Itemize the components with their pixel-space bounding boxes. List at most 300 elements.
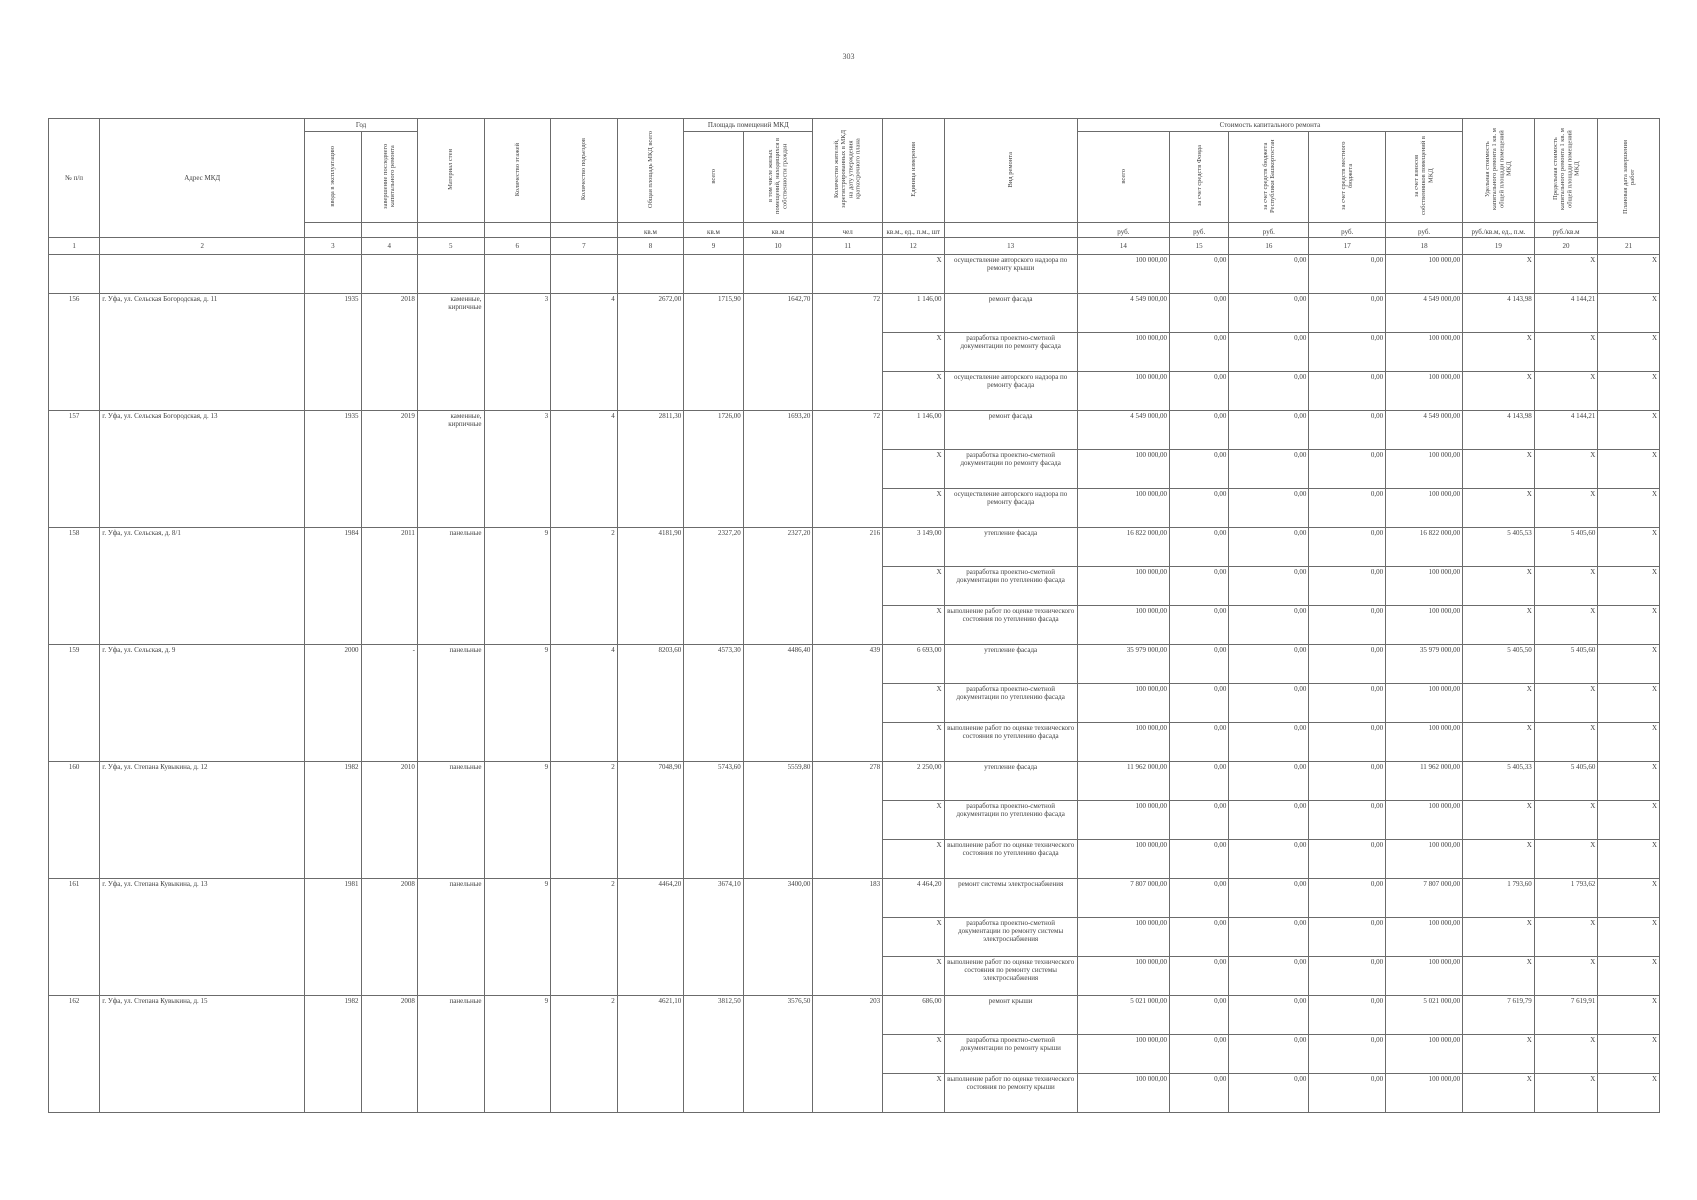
cell-unit: 6 693,00 <box>883 645 944 684</box>
cell-cost-fund: 0,00 <box>1169 606 1228 645</box>
cell-floors: 9 <box>484 762 551 879</box>
table-row-house <box>49 762 1660 801</box>
cell-cost-republic: 0,00 <box>1229 879 1309 918</box>
cell-entrances: 4 <box>551 294 618 411</box>
cell-cost-total: 100 000,00 <box>1077 606 1169 645</box>
cell-unit-cost: 7 619,79 <box>1463 996 1535 1035</box>
header-row-1 <box>49 119 1660 132</box>
cell-max-cost: X <box>1534 489 1598 528</box>
cell-cost-total: 100 000,00 <box>1077 957 1169 996</box>
cell-cost-owners: 100 000,00 <box>1386 1074 1463 1113</box>
cell-cost-republic: 0,00 <box>1229 450 1309 489</box>
header-floors: Количество этажей <box>484 119 551 223</box>
cell-premises-total: 4573,30 <box>684 645 743 762</box>
cell-cost-fund: 0,00 <box>1169 372 1228 411</box>
cell-cost-total: 11 962 000,00 <box>1077 762 1169 801</box>
cell-cost-total: 100 000,00 <box>1077 1035 1169 1074</box>
cell-residents: 72 <box>813 294 883 411</box>
cell-max-cost: X <box>1534 723 1598 762</box>
cell-residents: 72 <box>813 411 883 528</box>
cell-year-last-repair: 2011 <box>361 528 417 645</box>
cell-unit: X <box>883 918 944 957</box>
cell-residents: 203 <box>813 996 883 1113</box>
cell-floors: 9 <box>484 645 551 762</box>
cell-cost-local: 0,00 <box>1309 567 1386 606</box>
cell-cost-owners: 5 021 000,00 <box>1386 996 1463 1035</box>
cell-repair-type: выполнение работ по оценке технического состояния по утеплению фасада <box>944 606 1077 645</box>
cell-total-area: 4621,10 <box>617 996 684 1113</box>
cell-repair-type: выполнение работ по оценке технического состояния по ремонту крыши <box>944 1074 1077 1113</box>
cell-year-commissioned: 1935 <box>305 411 361 528</box>
cell-year-commissioned: 1982 <box>305 996 361 1113</box>
header-max-cost: Предельная стоимость капитального ремонта 1 кв. м общей площади помещений МКД <box>1534 119 1598 223</box>
cell-unit: X <box>883 255 944 294</box>
cell-cost-fund: 0,00 <box>1169 762 1228 801</box>
cell-unit: X <box>883 1035 944 1074</box>
cell-cost-owners: 100 000,00 <box>1386 684 1463 723</box>
cell-unit: 4 464,20 <box>883 879 944 918</box>
cell-year-commissioned: 2000 <box>305 645 361 762</box>
cell-cost-owners: 100 000,00 <box>1386 606 1463 645</box>
cell-unit: X <box>883 1074 944 1113</box>
header-cost-fund: за счет средств Фонда <box>1169 132 1228 223</box>
cell-max-cost: X <box>1534 450 1598 489</box>
cell-cost-republic: 0,00 <box>1229 840 1309 879</box>
cell-cost-total: 5 021 000,00 <box>1077 996 1169 1035</box>
cell-premises-residential: 1693,20 <box>743 411 813 528</box>
cell-unit: 686,00 <box>883 996 944 1035</box>
cell-planned-date: X <box>1598 996 1660 1035</box>
cell-unit: 1 146,00 <box>883 294 944 333</box>
cell-planned-date: X <box>1598 528 1660 567</box>
cell-repair-type: ремонт системы электроснабжения <box>944 879 1077 918</box>
cell-max-cost: X <box>1534 801 1598 840</box>
cell-floors: 9 <box>484 996 551 1113</box>
cell-house-no: 162 <box>49 996 100 1113</box>
cell-floors: 9 <box>484 879 551 996</box>
cell-cost-fund: 0,00 <box>1169 684 1228 723</box>
cell-repair-type: осуществление авторского надзора по ремонту фасада <box>944 489 1077 528</box>
cell-max-cost: X <box>1534 1074 1598 1113</box>
header-material: Материал стен <box>417 119 484 223</box>
table-row-house <box>49 645 1660 684</box>
cell-house-no: 158 <box>49 528 100 645</box>
cell-cost-total: 100 000,00 <box>1077 723 1169 762</box>
cell-cost-owners: 100 000,00 <box>1386 333 1463 372</box>
header-address: Адрес МКД <box>100 119 305 238</box>
cell-cost-total: 100 000,00 <box>1077 372 1169 411</box>
unit-rub: руб. <box>1169 223 1228 238</box>
cell-cost-local: 0,00 <box>1309 1074 1386 1113</box>
cell-planned-date: X <box>1598 918 1660 957</box>
cell-planned-date: X <box>1598 684 1660 723</box>
cell-cost-republic: 0,00 <box>1229 294 1309 333</box>
cell-max-cost: X <box>1534 840 1598 879</box>
cell-unit-cost: 4 143,98 <box>1463 294 1535 333</box>
header-year-last-repair: завершение последнего капитального ремонта <box>361 132 417 223</box>
cell-address: г. Уфа, ул. Степана Кувыкина, д. 13 <box>100 879 305 996</box>
cell-unit-cost: X <box>1463 801 1535 840</box>
cell-cost-fund: 0,00 <box>1169 918 1228 957</box>
cell-cost-republic: 0,00 <box>1229 372 1309 411</box>
cell-entrances: 4 <box>551 411 618 528</box>
cell-cost-republic: 0,00 <box>1229 1074 1309 1113</box>
cell-entrances: 4 <box>551 645 618 762</box>
cell-cost-owners: 4 549 000,00 <box>1386 294 1463 333</box>
cell-unit: 3 149,00 <box>883 528 944 567</box>
header-cost: Стоимость капитального ремонта <box>1077 119 1462 132</box>
cell-cost-owners: 100 000,00 <box>1386 450 1463 489</box>
cell-repair-type: разработка проектно-сметной документации по ремонту фасада <box>944 333 1077 372</box>
cell-cost-local: 0,00 <box>1309 801 1386 840</box>
cell-unit-cost: X <box>1463 567 1535 606</box>
cell-premises-total: 2327,20 <box>684 528 743 645</box>
cell-premises-total: 1726,00 <box>684 411 743 528</box>
cell-cost-total: 100 000,00 <box>1077 333 1169 372</box>
cell-planned-date: X <box>1598 879 1660 918</box>
cell-unit: X <box>883 567 944 606</box>
cell-cost-fund: 0,00 <box>1169 840 1228 879</box>
unit-rub: руб. <box>1229 223 1309 238</box>
cell-repair-type: разработка проектно-сметной документации по утеплению фасада <box>944 567 1077 606</box>
cell-total-area: 4464,20 <box>617 879 684 996</box>
cell-address: г. Уфа, ул. Сельская, д. 8/1 <box>100 528 305 645</box>
cell-cost-republic: 0,00 <box>1229 255 1309 294</box>
cell-residents: 439 <box>813 645 883 762</box>
cell-cost-total: 35 979 000,00 <box>1077 645 1169 684</box>
cell-max-cost: X <box>1534 1035 1598 1074</box>
cell-cost-total: 16 822 000,00 <box>1077 528 1169 567</box>
unit-chel: чел <box>813 223 883 238</box>
cell-cost-fund: 0,00 <box>1169 450 1228 489</box>
header-premises-total: всего <box>684 132 743 223</box>
cell-max-cost: X <box>1534 567 1598 606</box>
cell-total-area: 2811,30 <box>617 411 684 528</box>
cell-year-commissioned: 1981 <box>305 879 361 996</box>
cell-address: г. Уфа, ул. Сельская, д. 9 <box>100 645 305 762</box>
cell-cost-owners: 100 000,00 <box>1386 957 1463 996</box>
cell-address: г. Уфа, ул. Сельская Богородская, д. 13 <box>100 411 305 528</box>
cell-year-last-repair: 2008 <box>361 996 417 1113</box>
cell-premises-residential: 3576,50 <box>743 996 813 1113</box>
cell-planned-date: X <box>1598 645 1660 684</box>
cell-cost-owners: 100 000,00 <box>1386 801 1463 840</box>
cell-premises-residential: 1642,70 <box>743 294 813 411</box>
cell-cost-fund: 0,00 <box>1169 333 1228 372</box>
table-row-house <box>49 879 1660 918</box>
unit-kvm: кв.м <box>617 223 684 238</box>
unit-kvm: кв.м <box>684 223 743 238</box>
cell-unit-cost: X <box>1463 918 1535 957</box>
cell-cost-total: 4 549 000,00 <box>1077 294 1169 333</box>
cell-cost-republic: 0,00 <box>1229 606 1309 645</box>
cell-cost-republic: 0,00 <box>1229 1035 1309 1074</box>
cell-cost-fund: 0,00 <box>1169 996 1228 1035</box>
cell-unit-cost: X <box>1463 372 1535 411</box>
header-unit: Единица измерения <box>883 119 944 223</box>
cell-cost-fund: 0,00 <box>1169 255 1228 294</box>
cell-floors: 9 <box>484 528 551 645</box>
cell-residents: 278 <box>813 762 883 879</box>
cell-cost-republic: 0,00 <box>1229 918 1309 957</box>
header-planned-date: Плановая дата завершения работ <box>1598 119 1660 238</box>
table-row-house <box>49 411 1660 450</box>
cell-planned-date: X <box>1598 489 1660 528</box>
cell-cost-local: 0,00 <box>1309 333 1386 372</box>
cell-material: панельные <box>417 879 484 996</box>
unit-measure: кв.м., ед., п.м., шт <box>883 223 944 238</box>
cell-unit: 2 250,00 <box>883 762 944 801</box>
cell-planned-date: X <box>1598 606 1660 645</box>
cell-cost-republic: 0,00 <box>1229 528 1309 567</box>
cell-cost-owners: 100 000,00 <box>1386 489 1463 528</box>
cell-cost-local: 0,00 <box>1309 528 1386 567</box>
cell-cost-local: 0,00 <box>1309 372 1386 411</box>
cell-cost-total: 100 000,00 <box>1077 840 1169 879</box>
cell-floors: 3 <box>484 294 551 411</box>
cell-repair-type: ремонт фасада <box>944 411 1077 450</box>
cell-repair-type: утепление фасада <box>944 762 1077 801</box>
cell-cost-owners: 7 807 000,00 <box>1386 879 1463 918</box>
cell-material: панельные <box>417 762 484 879</box>
header-cost-total: всего <box>1077 132 1169 223</box>
cell-planned-date: X <box>1598 411 1660 450</box>
cell-unit-cost: X <box>1463 1074 1535 1113</box>
header-residents: Количество жителей, зарегистрированных в МКД на дату утверждения краткосрочного плана <box>813 119 883 223</box>
page-number: 303 <box>842 52 855 61</box>
cell-cost-republic: 0,00 <box>1229 762 1309 801</box>
cell-cost-local: 0,00 <box>1309 762 1386 801</box>
cell-year-last-repair: 2008 <box>361 879 417 996</box>
cell-planned-date: X <box>1598 840 1660 879</box>
cell-unit: 1 146,00 <box>883 411 944 450</box>
cell-cost-republic: 0,00 <box>1229 411 1309 450</box>
cell-planned-date: X <box>1598 333 1660 372</box>
cell-cost-local: 0,00 <box>1309 645 1386 684</box>
cell-cost-owners: 11 962 000,00 <box>1386 762 1463 801</box>
cell-cost-republic: 0,00 <box>1229 996 1309 1035</box>
cell-material: панельные <box>417 645 484 762</box>
cell-cost-republic: 0,00 <box>1229 801 1309 840</box>
cell-unit: X <box>883 372 944 411</box>
cell-planned-date: X <box>1598 957 1660 996</box>
header-cost-local: за счет средств местного бюджета <box>1309 132 1386 223</box>
cell-cost-total: 100 000,00 <box>1077 801 1169 840</box>
cell-repair-type: утепление фасада <box>944 645 1077 684</box>
cell-unit: X <box>883 489 944 528</box>
cell-cost-owners: 100 000,00 <box>1386 840 1463 879</box>
cell-unit-cost: X <box>1463 957 1535 996</box>
header-cost-republic: за счет средств бюджета Республики Башкортостан <box>1229 132 1309 223</box>
cell-unit-cost: X <box>1463 684 1535 723</box>
cell-unit: X <box>883 333 944 372</box>
table-row-house <box>49 996 1660 1035</box>
cell-cost-total: 4 549 000,00 <box>1077 411 1169 450</box>
cell-cost-total: 7 807 000,00 <box>1077 879 1169 918</box>
cell-cost-fund: 0,00 <box>1169 411 1228 450</box>
column-numbers-row: 1 2 3 4 5 6 7 8 9 10 11 12 13 14 15 16 17 18 19 20 21 <box>49 238 1660 255</box>
table-row-house <box>49 528 1660 567</box>
cell-planned-date: X <box>1598 255 1660 294</box>
cell-repair-type: ремонт крыши <box>944 996 1077 1035</box>
cell-cost-total: 100 000,00 <box>1077 918 1169 957</box>
unit-rub: руб. <box>1386 223 1463 238</box>
unit-rub-per-kvm: руб./кв.м <box>1534 223 1598 238</box>
cell-unit-cost: X <box>1463 606 1535 645</box>
cell-repair-type: выполнение работ по оценке технического состояния по утеплению фасада <box>944 723 1077 762</box>
cell-planned-date: X <box>1598 801 1660 840</box>
cell-unit-cost: X <box>1463 450 1535 489</box>
cell-unit-cost: X <box>1463 255 1535 294</box>
cell-cost-local: 0,00 <box>1309 255 1386 294</box>
cell-cost-republic: 0,00 <box>1229 567 1309 606</box>
cell-unit: X <box>883 801 944 840</box>
cell-unit-cost: X <box>1463 489 1535 528</box>
cell-unit: X <box>883 723 944 762</box>
cell-planned-date: X <box>1598 1035 1660 1074</box>
cell-unit-cost: 4 143,98 <box>1463 411 1535 450</box>
unit-rub: руб. <box>1077 223 1169 238</box>
header-premises-residential: в том числе жилых помещений, находящихся в собственности граждан <box>743 132 813 223</box>
cell-entrances: 2 <box>551 528 618 645</box>
cell-repair-type: разработка проектно-сметной документации по ремонту системы электроснабжения <box>944 918 1077 957</box>
cell-cost-total: 100 000,00 <box>1077 489 1169 528</box>
cell-material: каменные, кирпичные <box>417 411 484 528</box>
cell-planned-date: X <box>1598 450 1660 489</box>
cell-address: г. Уфа, ул. Степана Кувыкина, д. 15 <box>100 996 305 1113</box>
cell-repair-type: выполнение работ по оценке технического состояния по ремонту системы электроснабжения <box>944 957 1077 996</box>
cell-repair-type: разработка проектно-сметной документации по утеплению фасада <box>944 801 1077 840</box>
cell-premises-residential: 2327,20 <box>743 528 813 645</box>
cell-max-cost: 1 793,62 <box>1534 879 1598 918</box>
header-cost-owners: за счет взносов собственников помещений в МКД <box>1386 132 1463 223</box>
unit-rub: руб. <box>1309 223 1386 238</box>
cell-cost-fund: 0,00 <box>1169 801 1228 840</box>
cell-unit-cost: 5 405,50 <box>1463 645 1535 684</box>
cell-cost-republic: 0,00 <box>1229 489 1309 528</box>
cell-cost-republic: 0,00 <box>1229 333 1309 372</box>
cell-cost-republic: 0,00 <box>1229 645 1309 684</box>
cell-repair-type: утепление фасада <box>944 528 1077 567</box>
cell-max-cost: 5 405,60 <box>1534 762 1598 801</box>
cell-address: г. Уфа, ул. Степана Кувыкина, д. 12 <box>100 762 305 879</box>
cell-cost-local: 0,00 <box>1309 957 1386 996</box>
cell-cost-local: 0,00 <box>1309 489 1386 528</box>
cell-cost-fund: 0,00 <box>1169 723 1228 762</box>
cell-repair-type: разработка проектно-сметной документации по утеплению фасада <box>944 684 1077 723</box>
cell-year-last-repair: 2018 <box>361 294 417 411</box>
cell-max-cost: 4 144,21 <box>1534 294 1598 333</box>
cell-premises-total: 3674,10 <box>684 879 743 996</box>
cell-unit-cost: 5 405,53 <box>1463 528 1535 567</box>
cell-total-area: 8203,60 <box>617 645 684 762</box>
cell-unit: X <box>883 957 944 996</box>
cell-max-cost: X <box>1534 255 1598 294</box>
cell-planned-date: X <box>1598 723 1660 762</box>
cell-max-cost: X <box>1534 957 1598 996</box>
cell-planned-date: X <box>1598 294 1660 333</box>
cell-cost-fund: 0,00 <box>1169 294 1228 333</box>
cell-total-area: 2672,00 <box>617 294 684 411</box>
cell-planned-date: X <box>1598 567 1660 606</box>
cell-premises-residential: 5559,80 <box>743 762 813 879</box>
cell-max-cost: X <box>1534 372 1598 411</box>
cell-cost-fund: 0,00 <box>1169 957 1228 996</box>
cell-max-cost: X <box>1534 606 1598 645</box>
cell-material: панельные <box>417 996 484 1113</box>
cell-cost-local: 0,00 <box>1309 918 1386 957</box>
cell-year-last-repair: 2019 <box>361 411 417 528</box>
cell-repair-type: осуществление авторского надзора по ремонту фасада <box>944 372 1077 411</box>
cell-cost-total: 100 000,00 <box>1077 1074 1169 1113</box>
cell-planned-date: X <box>1598 372 1660 411</box>
cell-cost-total: 100 000,00 <box>1077 567 1169 606</box>
cell-cost-owners: 100 000,00 <box>1386 372 1463 411</box>
cell-cost-owners: 35 979 000,00 <box>1386 645 1463 684</box>
cell-entrances: 2 <box>551 762 618 879</box>
cell-cost-local: 0,00 <box>1309 879 1386 918</box>
cell-unit: X <box>883 840 944 879</box>
cell-material: панельные <box>417 528 484 645</box>
cell-cost-republic: 0,00 <box>1229 684 1309 723</box>
cell-unit: X <box>883 450 944 489</box>
cell-cost-fund: 0,00 <box>1169 645 1228 684</box>
cell-repair-type: выполнение работ по оценке технического состояния по утеплению фасада <box>944 840 1077 879</box>
cell-house-no: 159 <box>49 645 100 762</box>
cell-max-cost: 5 405,60 <box>1534 645 1598 684</box>
cell-year-commissioned: 1935 <box>305 294 361 411</box>
cell-cost-fund: 0,00 <box>1169 879 1228 918</box>
header-premises-area: Площадь помещений МКД <box>684 119 813 132</box>
cell-max-cost: X <box>1534 918 1598 957</box>
cell-unit-cost: 5 405,33 <box>1463 762 1535 801</box>
cell-cost-local: 0,00 <box>1309 294 1386 333</box>
header-entrances: Количество подъездов <box>551 119 618 223</box>
cell-house-no: 157 <box>49 411 100 528</box>
table-body <box>49 119 1660 1113</box>
cell-cost-total: 100 000,00 <box>1077 684 1169 723</box>
cell-cost-local: 0,00 <box>1309 840 1386 879</box>
cell-max-cost: 5 405,60 <box>1534 528 1598 567</box>
cell-cost-local: 0,00 <box>1309 723 1386 762</box>
repair-plan-table <box>48 118 1660 1113</box>
cell-cost-owners: 100 000,00 <box>1386 255 1463 294</box>
cell-cost-owners: 100 000,00 <box>1386 567 1463 606</box>
header-repair-type: Вид ремонта <box>944 119 1077 223</box>
cell-max-cost: 7 619,91 <box>1534 996 1598 1035</box>
cell-cost-republic: 0,00 <box>1229 957 1309 996</box>
cell-cost-local: 0,00 <box>1309 684 1386 723</box>
header-year-commissioned: ввода в эксплуатацию <box>305 132 361 223</box>
cell-repair-type: осуществление авторского надзора по ремонту крыши <box>944 255 1077 294</box>
cell-cost-local: 0,00 <box>1309 1035 1386 1074</box>
cell-premises-residential: 3400,00 <box>743 879 813 996</box>
cell-cost-owners: 100 000,00 <box>1386 918 1463 957</box>
cell-premises-total: 3812,50 <box>684 996 743 1113</box>
cell-house-no: 161 <box>49 879 100 996</box>
cell-unit-cost: X <box>1463 840 1535 879</box>
cell-cost-fund: 0,00 <box>1169 567 1228 606</box>
cell-total-area: 4181,90 <box>617 528 684 645</box>
header-year: Год <box>305 119 418 132</box>
cell-cost-local: 0,00 <box>1309 606 1386 645</box>
cell-cost-total: 100 000,00 <box>1077 255 1169 294</box>
cell-cost-fund: 0,00 <box>1169 1074 1228 1113</box>
unit-kvm: кв.м <box>743 223 813 238</box>
cell-max-cost: X <box>1534 684 1598 723</box>
cell-total-area: 7048,90 <box>617 762 684 879</box>
cell-entrances: 2 <box>551 996 618 1113</box>
